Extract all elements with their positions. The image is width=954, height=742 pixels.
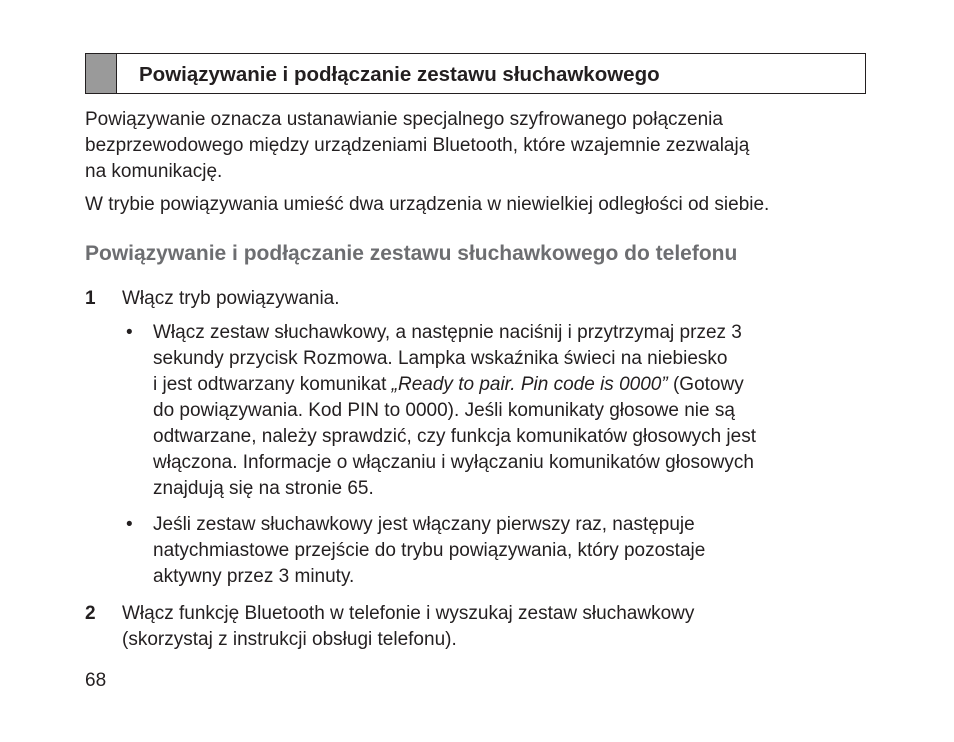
bullet-1-text	[153, 320, 756, 502]
text-line: Włącz funkcję Bluetooth w telefonie i wyszukaj zestaw słuchawkowy	[122, 603, 695, 624]
section-subheading: Powiązywanie i podłączanie zestawu słuchawkowego do telefonu	[85, 242, 738, 265]
text-line: włączona. Informacje o włączaniu i wyłączaniu komunikatów głosowych	[153, 452, 754, 473]
text-segment: i jest odtwarzany komunikat	[153, 374, 392, 395]
step-1-text: Włącz tryb powiązywania.	[122, 288, 340, 309]
bullet-2-symbol: •	[126, 514, 133, 535]
text-line: Włącz zestaw słuchawkowy, a następnie naciśnij i przytrzymaj przez 3	[153, 322, 742, 343]
text-line: na komunikację.	[85, 161, 223, 182]
text-line	[153, 372, 756, 398]
quoted-prompt: „Ready to pair. Pin code is 0000”	[391, 374, 668, 395]
text-line: (skorzystaj z instrukcji obsługi telefonu).	[122, 629, 457, 650]
text-line: bezprzewodowego między urządzeniami Bluetooth, które wzajemnie zezwalają	[85, 135, 750, 156]
text-line: znajdują się na stronie 65.	[153, 478, 374, 499]
intro-paragraph-2: W trybie powiązywania umieść dwa urządzenia w niewielkiej odległości od siebie.	[85, 194, 770, 215]
text-line: Powiązywanie oznacza ustanawianie specjalnego szyfrowanego połączenia	[85, 109, 723, 130]
text-line: aktywny przez 3 minuty.	[153, 566, 355, 587]
step-2-text	[122, 601, 694, 653]
text-segment: (Gotowy	[667, 374, 744, 395]
section-header-box	[85, 53, 866, 94]
text-line: odtwarzane, należy sprawdzić, czy funkcja komunikatów głosowych jest	[153, 426, 756, 447]
text-line: sekundy przycisk Rozmowa. Lampka wskaźnika świeci na niebiesko	[153, 348, 728, 369]
bullet-1-symbol: •	[126, 322, 133, 343]
step-1-number: 1	[85, 288, 96, 309]
page-title: Powiązywanie i podłączanie zestawu słuchawkowego	[139, 63, 660, 86]
step-2-number: 2	[85, 603, 96, 624]
intro-paragraph-1	[85, 107, 749, 185]
text-line: Jeśli zestaw słuchawkowy jest włączany pierwszy raz, następuje	[153, 514, 695, 535]
header-gray-tab	[86, 54, 117, 93]
bullet-2-text	[153, 512, 705, 590]
text-line: natychmiastowe przejście do trybu powiązywania, który pozostaje	[153, 540, 706, 561]
text-line: do powiązywania. Kod PIN to 0000). Jeśli komunikaty głosowe nie są	[153, 400, 735, 421]
page-number: 68	[85, 670, 107, 691]
